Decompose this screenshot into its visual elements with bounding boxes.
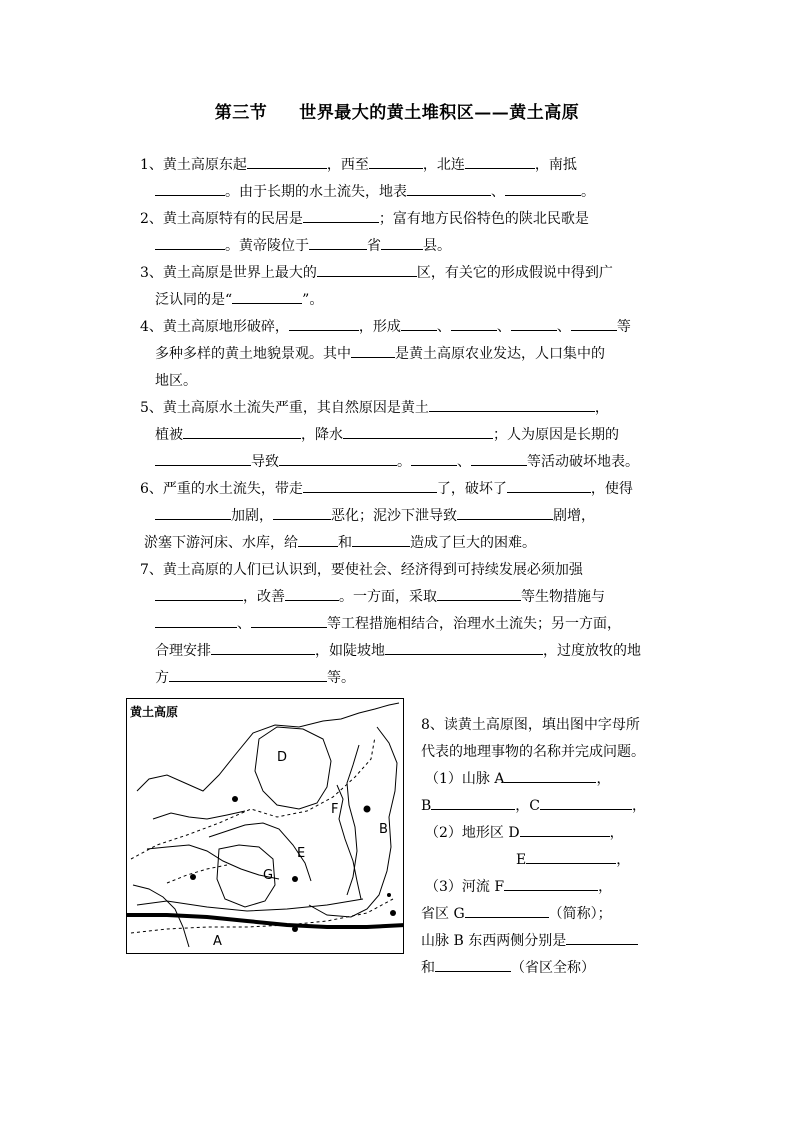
question-5-line-1: 5、黄土高原水土流失严重，其自然原因是黄土 ，: [140, 395, 609, 421]
question-8-part-4: 省区 G （简称）；: [421, 901, 612, 927]
blank[interactable]: [457, 505, 553, 520]
blank[interactable]: [465, 154, 535, 169]
blank[interactable]: [385, 640, 543, 655]
blank[interactable]: [507, 478, 591, 493]
blank[interactable]: [465, 903, 549, 918]
map-label-b: B: [379, 822, 388, 837]
blank[interactable]: [285, 586, 339, 601]
blank[interactable]: [381, 235, 423, 250]
question-2-line-2: 。黄帝陵位于 省 县。: [155, 233, 451, 259]
blank[interactable]: [343, 424, 493, 439]
blank[interactable]: [232, 289, 302, 304]
section-name: 世界最大的黄土堆积区——黄土高原: [299, 103, 580, 123]
map-drawing: [127, 699, 404, 954]
question-8-part-1: （1）山脉 A ，: [425, 766, 610, 792]
blank[interactable]: [431, 795, 515, 810]
blank[interactable]: [401, 316, 437, 331]
blank[interactable]: [504, 876, 598, 891]
question-1-line-1: 1、黄土高原东起 ，西至 ，北连 ，南抵: [140, 152, 577, 178]
question-8-part-5: 山脉 B 东西两侧分别是: [421, 928, 638, 954]
question-5-line-3: 导致 。 、 等活动破坏地表。: [155, 449, 639, 475]
question-3-line-2: 泛认同的是“ ”。: [155, 287, 323, 313]
map-label-d: D: [277, 750, 288, 765]
blank[interactable]: [351, 343, 395, 358]
blank[interactable]: [437, 586, 521, 601]
question-6-line-3: 淤塞下游河床、水库，给 和 造成了巨大的困难。: [144, 530, 536, 556]
blank[interactable]: [298, 532, 338, 547]
blank[interactable]: [540, 795, 632, 810]
map-label-e: E: [297, 846, 306, 861]
blank[interactable]: [303, 478, 437, 493]
blank[interactable]: [309, 235, 367, 250]
question-7-line-3: 、 等工程措施相结合，治理水土流失；另一方面，: [155, 611, 621, 637]
blank[interactable]: [155, 181, 225, 196]
question-1-line-2: 。由于长期的水土流失，地表 、 。: [155, 179, 595, 205]
blank[interactable]: [155, 235, 225, 250]
blank[interactable]: [251, 613, 327, 628]
blank[interactable]: [211, 640, 315, 655]
blank[interactable]: [169, 667, 327, 682]
blank[interactable]: [411, 451, 457, 466]
yellow-river: [137, 703, 399, 791]
blank[interactable]: [505, 181, 581, 196]
blank[interactable]: [303, 208, 379, 223]
question-7-line-4: 合理安排 ，如陡坡地 ，过度放牧的地: [155, 638, 641, 664]
blank[interactable]: [155, 586, 243, 601]
mountain-a-ridge: [127, 915, 404, 927]
question-8-part-3: （3）河流 F ，: [425, 874, 612, 900]
blank[interactable]: [451, 316, 497, 331]
map-title: 黄土高原: [130, 705, 179, 719]
blank[interactable]: [504, 768, 596, 783]
question-4-line-3: 地区。: [155, 373, 197, 389]
blank[interactable]: [247, 154, 327, 169]
blank[interactable]: [571, 316, 617, 331]
question-8-intro-2: 代表的地理事物的名称并完成问题。: [421, 744, 645, 760]
question-8-part-2b: E ，: [516, 847, 630, 873]
map-label-f: F: [331, 802, 339, 817]
question-6-line-1: 6、严重的水土流失，带走 了，破坏了 ，使得: [140, 476, 633, 502]
blank[interactable]: [317, 262, 417, 277]
blank[interactable]: [526, 849, 616, 864]
question-8-part-1b: B ，C ，: [421, 793, 646, 819]
blank[interactable]: [407, 181, 491, 196]
blank[interactable]: [289, 316, 359, 331]
question-4-line-1: 4、黄土高原地形破碎， ，形成 、 、 、 等: [140, 314, 631, 340]
blank[interactable]: [155, 613, 237, 628]
question-7-line-2: ，改善 。一方面，采取 等生物措施与: [155, 584, 605, 610]
blank[interactable]: [520, 822, 610, 837]
blank[interactable]: [352, 532, 410, 547]
question-2-line-1: 2、黄土高原特有的民居是 ；富有地方民俗特色的陕北民歌是: [140, 206, 589, 232]
blank[interactable]: [471, 451, 527, 466]
question-8-intro-1: 8、读黄土高原图，填出图中字母所: [421, 717, 640, 733]
blank[interactable]: [429, 397, 595, 412]
blank[interactable]: [273, 505, 331, 520]
question-4-line-2: 多种多样的黄土地貌景观。其中 是黄土高原农业发达，人口集中的: [155, 341, 605, 367]
section-number: 第三节: [214, 103, 268, 123]
blank[interactable]: [435, 957, 511, 972]
blank[interactable]: [183, 424, 301, 439]
question-6-line-2: 加剧， 恶化；泥沙下泄导致 剧增，: [155, 503, 595, 529]
map-label-a: A: [213, 934, 222, 949]
question-7-line-1: 7、黄土高原的人们已认识到，要使社会、经济得到可持续发展必须加强: [140, 562, 583, 578]
question-3-line-1: 3、黄土高原是世界上最大的 区，有关它的形成假说中得到广: [140, 260, 613, 286]
loess-plateau-map: [126, 698, 404, 954]
question-8-part-2: （2）地形区 D ，: [425, 820, 624, 846]
question-7-line-5: 方 等。: [155, 665, 355, 691]
blank[interactable]: [155, 451, 251, 466]
page-title: [0, 98, 794, 123]
question-5-line-2: 植被 ，降水 ；人为原因是长期的: [155, 422, 619, 448]
blank[interactable]: [279, 451, 397, 466]
map-label-g: G: [263, 868, 274, 883]
blank[interactable]: [566, 930, 638, 945]
blank[interactable]: [511, 316, 557, 331]
question-8-part-5b: 和 （省区全称）: [421, 955, 595, 981]
blank[interactable]: [369, 154, 423, 169]
blank[interactable]: [155, 505, 231, 520]
